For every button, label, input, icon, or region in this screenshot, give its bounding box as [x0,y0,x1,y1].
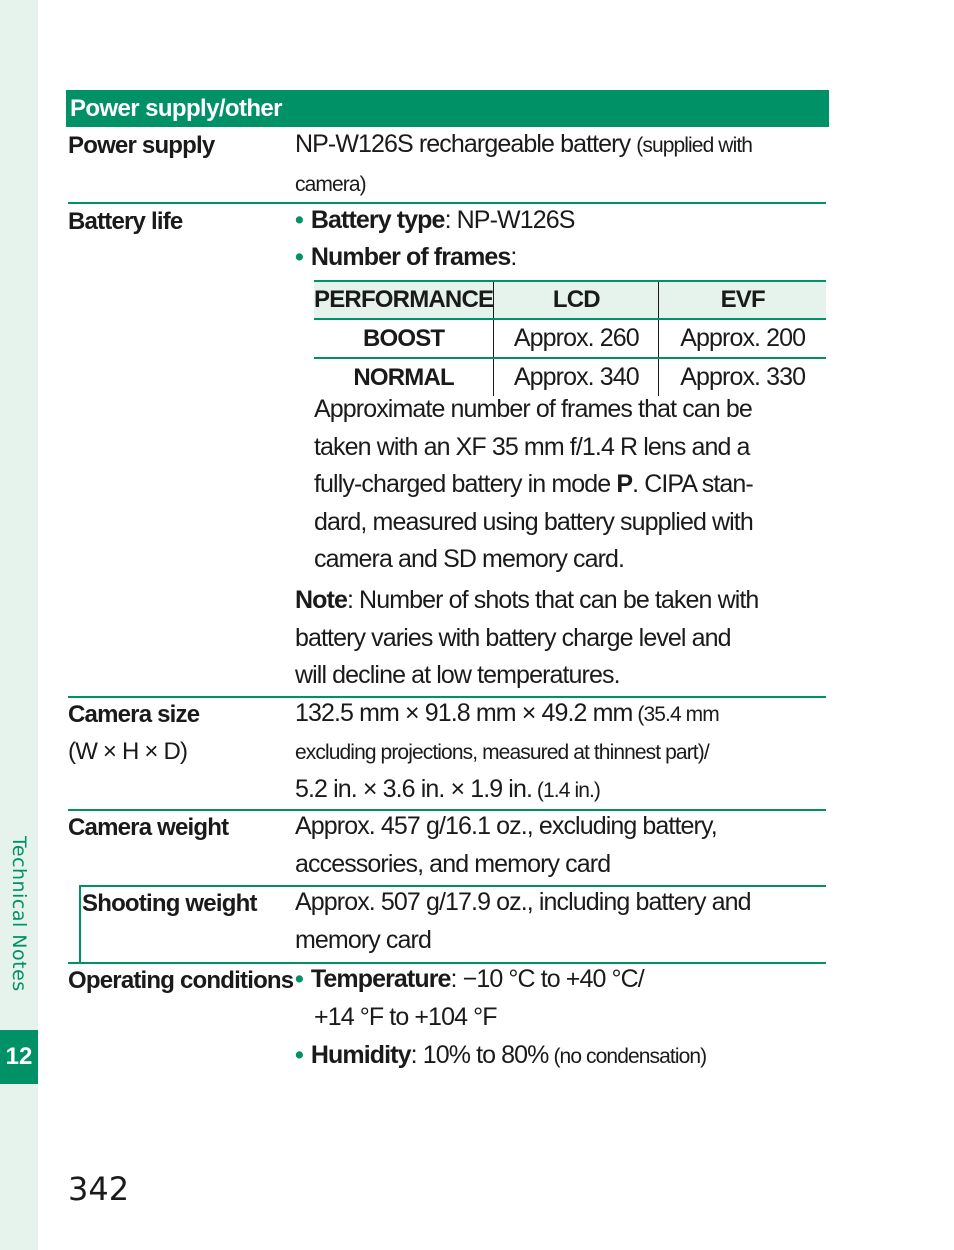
note-line [295,582,825,620]
chapter-tab-label: Technical Notes [8,836,30,992]
table-header-row [314,281,826,319]
frames-explanation [314,391,826,579]
size-mm: 132.5 mm × 91.8 mm × 49.2 mm [295,699,633,727]
bullet-icon: • [295,206,303,234]
temperature-line [295,961,825,1036]
weight-line: Approx. 507 g/17.9 oz., including battery and [295,888,751,916]
note-line: battery varies with battery charge level and [295,623,731,652]
weight-line: accessories, and memory card [295,849,611,878]
power-supply-label: Power supply [68,132,215,159]
table-cell-evf: Approx. 330 [659,358,826,396]
humidity-line [295,1037,825,1076]
size-line [295,771,825,810]
power-supply-value [295,126,825,203]
explanation-line: camera and SD memory card. [314,545,625,573]
frames-table [314,280,826,396]
table-row [314,319,826,358]
explanation-line [314,466,826,504]
table-cell-lcd: Approx. 260 [494,319,659,358]
table-header-performance: PERFORMANCE [314,281,494,319]
bullet-icon: • [295,965,303,993]
camera-size-label: Camera size [68,701,200,728]
weight-line: Approx. 457 g/16.1 oz., excluding battery, [295,812,717,840]
explanation-text: fully-charged battery in mode [314,470,617,498]
power-supply-note: (supplied with camera) [295,134,753,196]
temperature-value: : −10 °C to +40 °C/ [450,965,644,993]
frames-line [295,239,825,277]
table-cell-evf: Approx. 200 [659,319,826,358]
section-header: Power supply/other [66,90,829,127]
temperature-label: Temperature [310,965,451,993]
explanation-text: . CIPA stan- [632,470,753,498]
operating-conditions-label: Operating conditions [68,967,294,994]
size-in-note: (1.4 in.) [532,779,601,802]
table-cell-mode: BOOST [314,319,494,358]
power-supply-main: NP-W126S rechargeable battery [295,130,631,158]
camera-size-sublabel: (W × H × D) [68,738,188,765]
chapter-number-badge: 12 [0,1030,38,1084]
size-line: excluding projections, measured at thinnest part)/ [295,740,709,764]
table-cell-lcd: Approx. 340 [494,358,659,396]
humidity-label: Humidity [310,1041,411,1069]
table-cell-mode: NORMAL [314,358,494,396]
mode-p: P [616,470,633,498]
humidity-value: : 10% to 80% [410,1041,549,1069]
page-number: 342 [68,1170,130,1208]
frames-label: Number of frames [310,243,511,271]
frames-colon: : [510,243,517,271]
explanation-line: Approximate number of frames that can be [314,395,752,423]
camera-weight-label: Camera weight [68,814,229,841]
table-header-lcd: LCD [494,281,659,319]
battery-type-value: : NP-W126S [444,206,575,234]
table-header-evf: EVF [659,281,826,319]
bullet-icon: • [295,243,303,271]
battery-life-label: Battery life [68,208,183,235]
camera-size-value [295,695,825,810]
note-text: : Number of shots that can be taken with [346,586,759,614]
sub-row-bracket [79,886,81,962]
size-mm-note: (35.4 mm [632,703,719,726]
temperature-line-1 [295,961,825,999]
size-in: 5.2 in. × 3.6 in. × 1.9 in. [295,775,532,803]
humidity-note: (no condensation) [548,1045,707,1068]
explanation-line: taken with an XF 35 mm f/1.4 R lens and a [314,432,750,461]
weight-line: memory card [295,925,431,954]
camera-weight-value [295,808,825,883]
note-label: Note [295,586,347,614]
explanation-line: dard, measured using battery supplied with [314,507,753,536]
shooting-weight-label: Shooting weight [82,890,257,917]
bullet-icon: • [295,1041,303,1069]
battery-type-label: Battery type [310,206,445,234]
size-line [295,695,825,734]
note-line: will decline at low temperatures. [295,661,620,689]
shooting-weight-value [295,884,825,959]
battery-note [295,582,825,695]
battery-type-line [295,202,825,240]
temperature-line-2: +14 °F to +104 °F [314,1002,497,1031]
